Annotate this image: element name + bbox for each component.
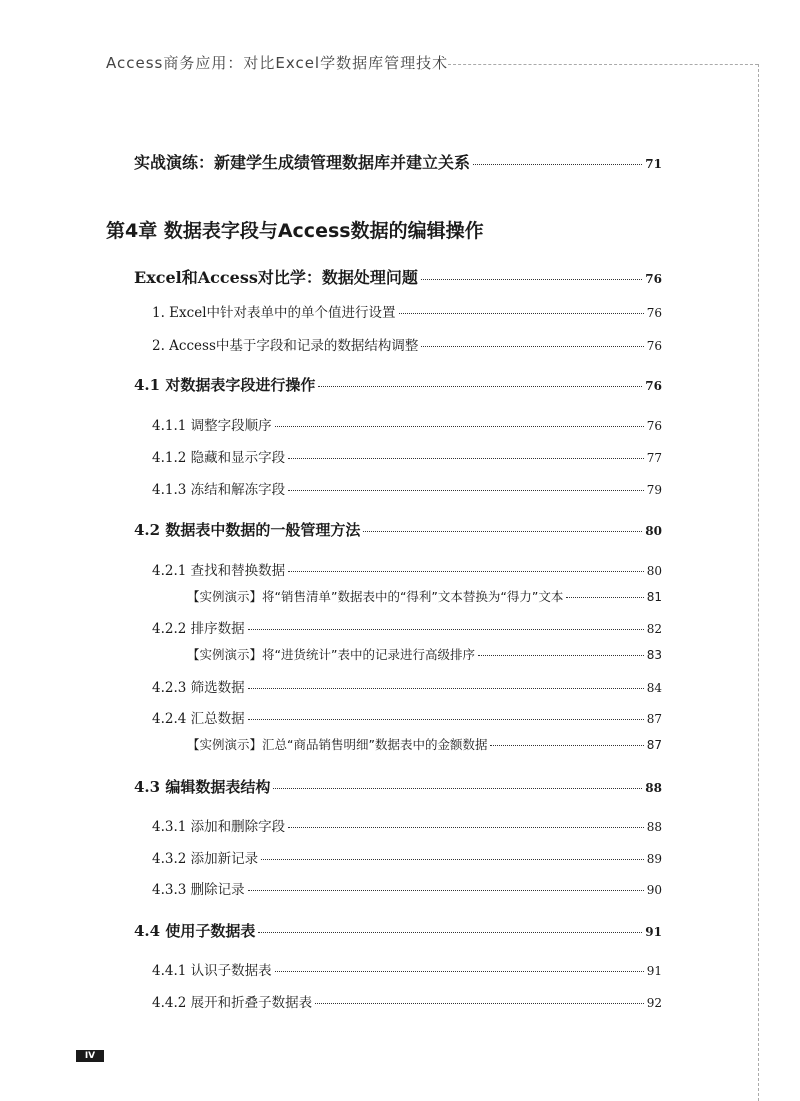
toc-entry-text: Excel和Access对比学：数据处理问题 bbox=[134, 268, 418, 287]
dot-leader bbox=[248, 688, 644, 689]
toc-entry[interactable] bbox=[187, 587, 662, 605]
toc-entry[interactable] bbox=[152, 617, 662, 637]
toc-entry-page: 84 bbox=[646, 681, 662, 695]
toc-entry-text: 4.2.4 汇总数据 bbox=[152, 711, 245, 727]
dot-leader bbox=[318, 386, 642, 387]
dot-leader bbox=[399, 313, 644, 314]
toc-entry-page: 71 bbox=[645, 157, 662, 171]
dot-leader bbox=[248, 719, 644, 720]
toc-entry[interactable] bbox=[152, 959, 662, 979]
toc-entry-page: 82 bbox=[646, 622, 662, 636]
toc-entry-text: 4.2.3 筛选数据 bbox=[152, 680, 245, 696]
toc-entry-page: 88 bbox=[646, 820, 662, 834]
toc-entry-page: 76 bbox=[645, 272, 662, 286]
toc-entry-text: 4.2 数据表中数据的一般管理方法 bbox=[134, 521, 361, 539]
toc-entry-text: 4.1 对数据表字段进行操作 bbox=[134, 376, 316, 394]
toc-entry-text: 4.4 使用子数据表 bbox=[134, 922, 256, 940]
toc-entry-text: 4.1.1 调整字段顺序 bbox=[152, 418, 272, 434]
toc-entry-text: 4.2.1 查找和替换数据 bbox=[152, 563, 286, 579]
dot-leader bbox=[288, 458, 644, 459]
toc-entry-text: 4.3.2 添加新记录 bbox=[152, 851, 259, 867]
chapter-title: 第4章 数据表字段与Access数据的编辑操作 bbox=[106, 220, 484, 242]
toc-entry[interactable] bbox=[152, 676, 662, 696]
toc-entry-page: 87 bbox=[646, 738, 662, 752]
toc-entry-page: 89 bbox=[646, 852, 662, 866]
toc-entry-text: 1. Excel中针对表单中的单个值进行设置 bbox=[152, 305, 396, 321]
toc-entry-page: 76 bbox=[646, 419, 662, 433]
page-number-badge: IV bbox=[76, 1050, 104, 1062]
dot-leader bbox=[478, 655, 644, 656]
dot-leader bbox=[421, 346, 643, 347]
toc-entry[interactable] bbox=[152, 847, 662, 867]
toc-entry[interactable] bbox=[134, 150, 662, 173]
toc-entry-page: 81 bbox=[646, 590, 662, 604]
toc-entry-text: 实战演练：新建学生成绩管理数据库并建立关系 bbox=[134, 153, 471, 172]
toc-entry-page: 87 bbox=[646, 712, 662, 726]
toc-entry[interactable] bbox=[152, 559, 662, 579]
toc-entry-text: 【实例演示】汇总“商品销售明细”数据表中的金额数据 bbox=[187, 737, 488, 752]
toc-entry-text: 【实例演示】将“销售清单”数据表中的“得利”文本替换为“得力”文本 bbox=[187, 589, 564, 604]
toc-entry[interactable] bbox=[187, 645, 662, 663]
toc-entry-text: 4.2.2 排序数据 bbox=[152, 621, 245, 637]
toc-entry[interactable] bbox=[152, 815, 662, 835]
header-dashed-rule bbox=[448, 64, 758, 65]
dot-leader bbox=[421, 279, 642, 280]
toc-entry[interactable] bbox=[134, 920, 662, 941]
dot-leader bbox=[288, 490, 644, 491]
toc-entry[interactable] bbox=[134, 519, 662, 540]
toc-entry-page: 76 bbox=[645, 379, 662, 393]
dot-leader bbox=[566, 597, 643, 598]
toc-entry-text: 4.4.2 展开和折叠子数据表 bbox=[152, 995, 313, 1011]
dot-leader bbox=[473, 164, 642, 165]
toc-entry-page: 79 bbox=[646, 483, 662, 497]
toc-entry[interactable] bbox=[152, 414, 662, 434]
dot-leader bbox=[315, 1003, 644, 1004]
toc-entry[interactable] bbox=[187, 735, 662, 753]
toc-entry-page: 90 bbox=[646, 883, 662, 897]
dot-leader bbox=[275, 426, 644, 427]
toc-entry[interactable] bbox=[152, 707, 662, 727]
dot-leader bbox=[288, 571, 644, 572]
toc-entry-page: 88 bbox=[645, 781, 662, 795]
dot-leader bbox=[275, 971, 644, 972]
toc-entry-page: 83 bbox=[646, 648, 662, 662]
toc-entry-page: 92 bbox=[646, 996, 662, 1010]
toc-entry-text: 4.3 编辑数据表结构 bbox=[134, 778, 271, 796]
toc-entry[interactable] bbox=[152, 301, 662, 321]
toc-entry-text: 4.1.2 隐藏和显示字段 bbox=[152, 450, 286, 466]
dot-leader bbox=[363, 531, 642, 532]
dot-leader bbox=[248, 629, 644, 630]
toc-entry-text: 【实例演示】将“进货统计”表中的记录进行高级排序 bbox=[187, 647, 475, 662]
dot-leader bbox=[248, 890, 644, 891]
toc-entry-page: 77 bbox=[646, 451, 662, 465]
toc-entry-page: 80 bbox=[646, 564, 662, 578]
dot-leader bbox=[288, 827, 644, 828]
toc-entry[interactable] bbox=[134, 265, 662, 288]
toc-entry-text: 2. Access中基于字段和记录的数据结构调整 bbox=[152, 338, 419, 354]
toc-entry-page: 76 bbox=[646, 306, 662, 320]
toc-entry[interactable] bbox=[134, 776, 662, 797]
dot-leader bbox=[273, 788, 642, 789]
toc-entry[interactable] bbox=[152, 878, 662, 898]
toc-entry-text: 4.4.1 认识子数据表 bbox=[152, 963, 272, 979]
toc-entry-page: 91 bbox=[646, 964, 662, 978]
toc-entry[interactable] bbox=[152, 446, 662, 466]
toc-entry[interactable] bbox=[152, 991, 662, 1011]
toc-entry-text: 4.1.3 冻结和解冻字段 bbox=[152, 482, 286, 498]
toc-entry-page: 76 bbox=[646, 339, 662, 353]
toc-entry-page: 91 bbox=[645, 925, 662, 939]
dot-leader bbox=[258, 932, 642, 933]
running-header: Access商务应用：对比Excel学数据库管理技术 bbox=[106, 54, 449, 72]
toc-entry[interactable] bbox=[152, 334, 662, 354]
dot-leader bbox=[261, 859, 644, 860]
margin-dashed-rule bbox=[758, 64, 759, 1101]
toc-entry-text: 4.3.1 添加和删除字段 bbox=[152, 819, 286, 835]
dot-leader bbox=[490, 745, 643, 746]
toc-entry[interactable] bbox=[134, 374, 662, 395]
toc-entry-page: 80 bbox=[645, 524, 662, 538]
toc-entry[interactable] bbox=[152, 478, 662, 498]
toc-entry-text: 4.3.3 删除记录 bbox=[152, 882, 245, 898]
